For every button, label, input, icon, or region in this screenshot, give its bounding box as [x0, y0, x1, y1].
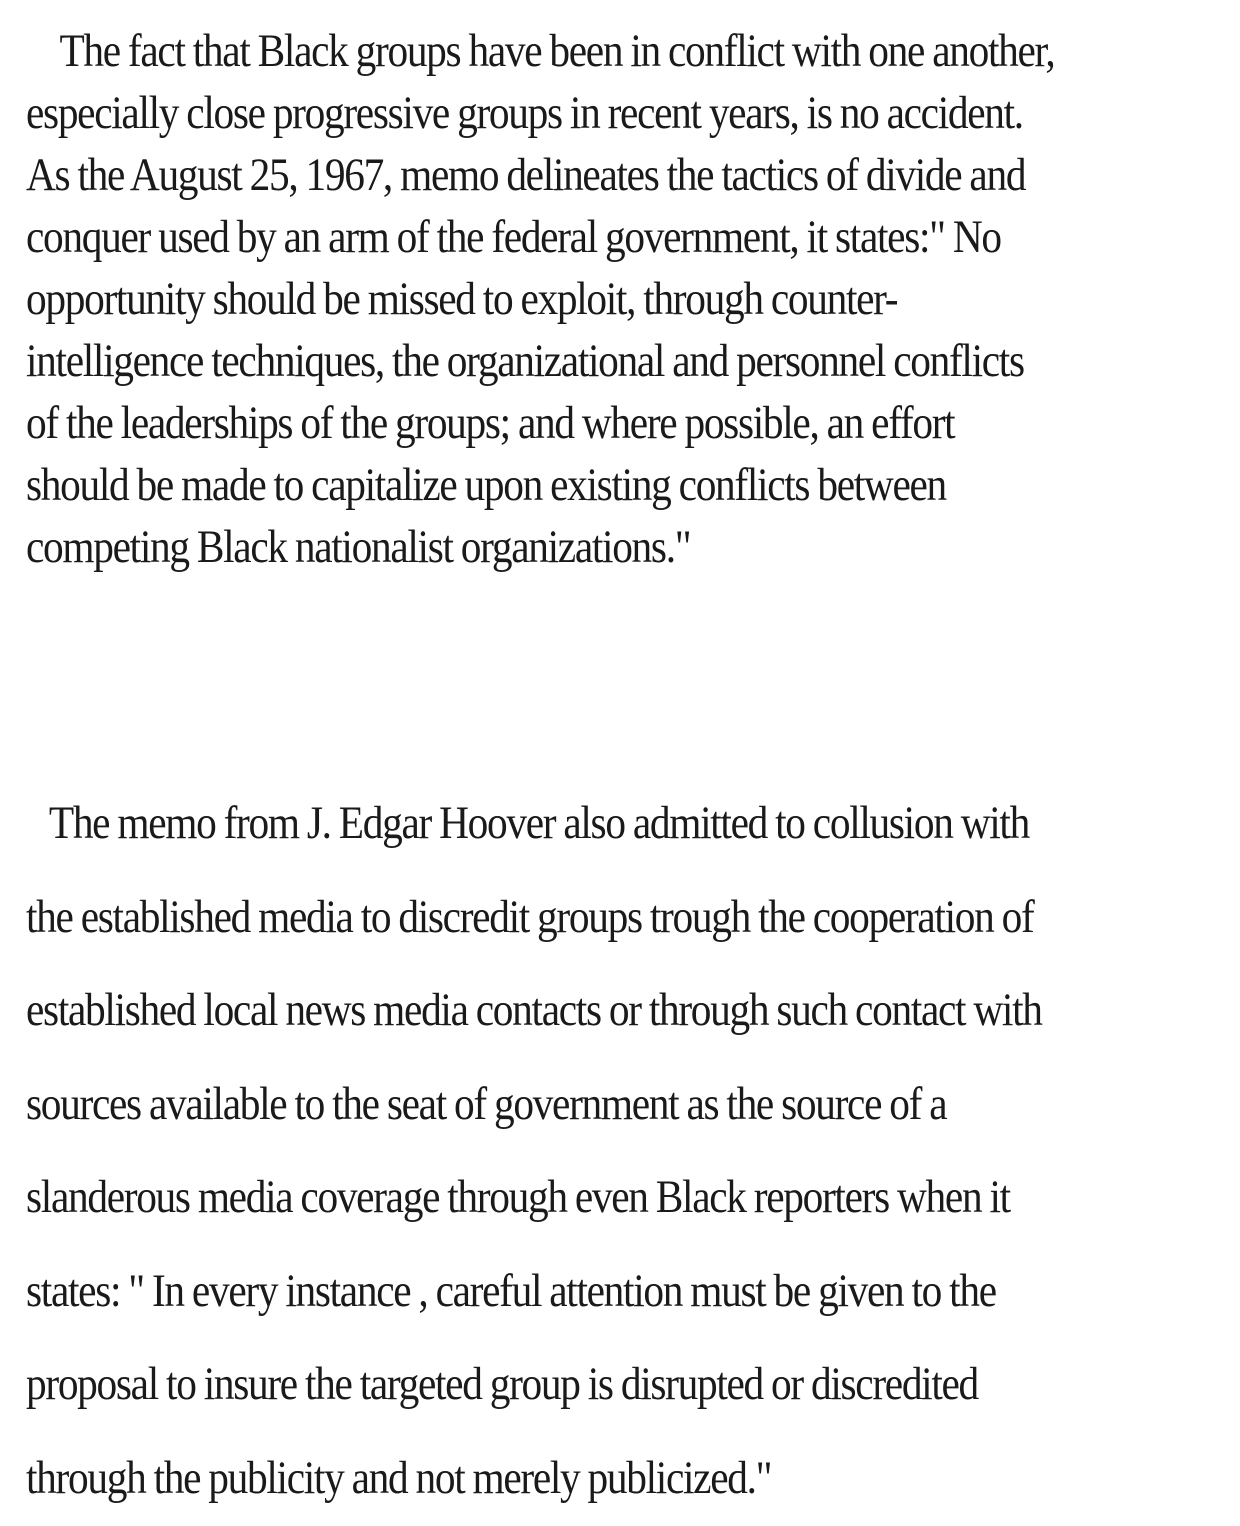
paragraph-1 [26, 20, 1195, 578]
text-line: proposal to insure the targeted group is disrupted or discredited [26, 1358, 978, 1410]
text-line: competing Black nationalist organizations." [26, 521, 691, 573]
text-line: As the August 25, 1967, memo delineates the tactics of divide and [26, 149, 1026, 201]
text-line: should be made to capitalize upon existing conflicts between [26, 459, 946, 511]
text-line: The memo from J. Edgar Hoover also admitted to collusion with [48, 797, 1029, 849]
text-line: conquer used by an arm of the federal government, it states:" No [26, 211, 1001, 263]
text-line: The fact that Black groups have been in conflict with one another, [59, 25, 1055, 77]
text-line: especially close progressive groups in recent years, is no accident. [26, 87, 1023, 139]
text-line: of the leaderships of the groups; and where possible, an effort [26, 397, 955, 449]
paragraph-2 [26, 777, 1180, 1525]
text-line: opportunity should be missed to exploit, through counter- [26, 273, 898, 325]
text-line: the established media to discredit groups trough the cooperation of [26, 890, 1034, 943]
text-line: intelligence techniques, the organizational and personnel conflicts [26, 335, 1024, 387]
text-line: states: " In every instance , careful attention must be given to the [26, 1264, 996, 1317]
text-line: through the publicity and not merely publicized." [26, 1451, 772, 1504]
text-line: slanderous media coverage through even Black reporters when it [26, 1171, 1010, 1223]
text-line: sources available to the seat of government as the source of a [26, 1077, 947, 1130]
text-line: established local news media contacts or through such contact with [26, 984, 1042, 1036]
